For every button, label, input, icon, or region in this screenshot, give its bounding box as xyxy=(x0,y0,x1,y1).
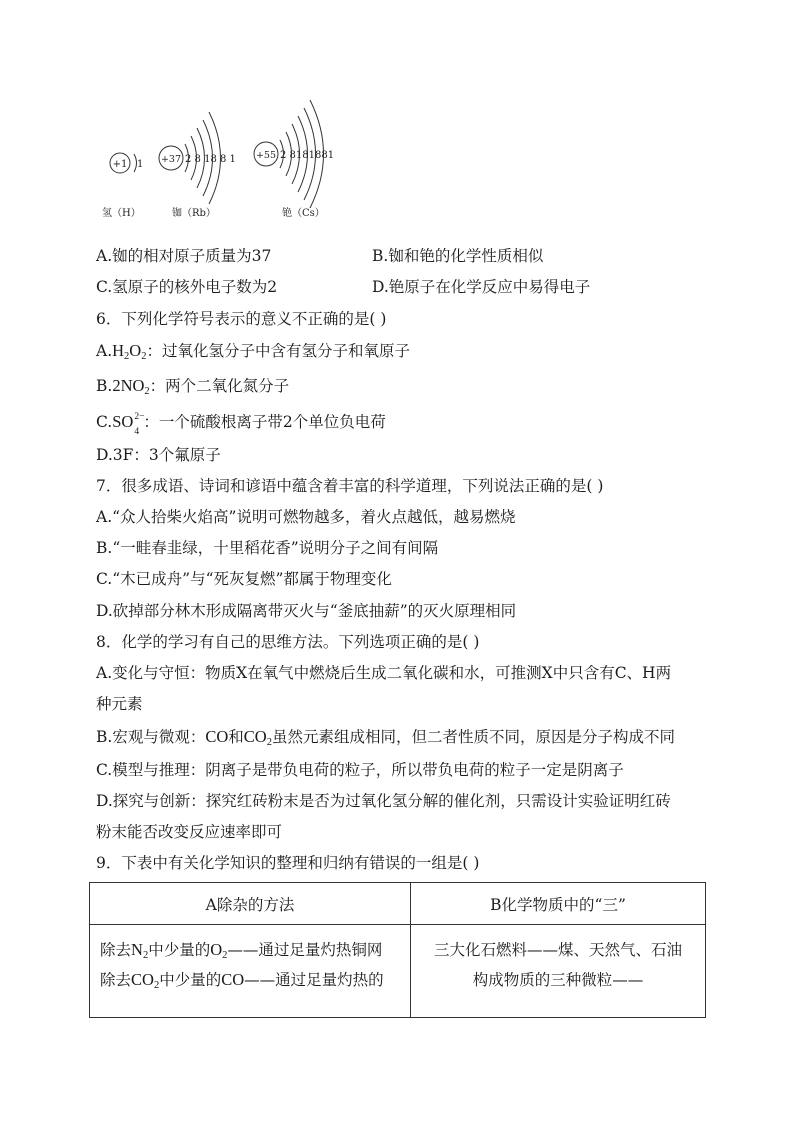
hydrogen-nucleus-label: +1 xyxy=(112,159,128,170)
formula-co-table: CO xyxy=(221,970,245,989)
formula-h2o2: $H_2O_2$ xyxy=(112,341,147,362)
q5-option-c: C.氢原子的核外电子数为2 xyxy=(96,278,278,296)
q7-option-a: A.“众人拾柴火焰高”说明可燃物越多，着火点越低，越易燃烧 xyxy=(96,508,516,526)
q5-option-d: D.铯原子在化学反应中易得电子 xyxy=(372,278,591,296)
table-header-row xyxy=(90,883,706,925)
formula-sulfate-ion: SO 2− 4 xyxy=(112,412,145,437)
rubidium-shells-label: 2 8 18 8 1 xyxy=(185,154,236,165)
q8-option-d-line1: D.探究与创新：探究红砖粉末是否为过氧化氢分解的催化剂，只需设计实验证明红砖 xyxy=(96,792,671,810)
q8-option-d-line2: 粉末能否改变反应速率即可 xyxy=(96,823,283,841)
q6-option-c xyxy=(96,412,386,437)
q7-option-b: B.“一畦春韭绿，十里稻花香”说明分子之间有间隔 xyxy=(96,539,439,557)
cesium-nucleus-label: +55 xyxy=(255,150,277,161)
q9-table xyxy=(89,882,706,1018)
cell-a-line2: 除去$CO_2$中少量的CO——通过足量灼热的 xyxy=(100,970,384,991)
formula-co: CO xyxy=(205,727,229,746)
q6-option-a xyxy=(96,341,410,361)
hydrogen-caption: 氢（H） xyxy=(102,208,141,219)
formula-o2: $O_2$ xyxy=(210,940,228,961)
q7-option-d: D.砍掉部分林木形成隔离带灭火与“釜底抽薪”的灭火原理相同 xyxy=(96,602,517,620)
cell-b-line1: 三大化石燃料——煤、天然气、石油 xyxy=(433,941,682,959)
q8-option-c: C.模型与推理：阴离子是带负电荷的粒子，所以带负电荷的粒子一定是阴离子 xyxy=(96,761,624,779)
cell-b-content xyxy=(411,925,706,1018)
header-cell-b: B化学物质中的“三” xyxy=(411,883,706,925)
rubidium-caption: 铷（Rb） xyxy=(172,208,216,219)
q6-stem: 6．下列化学符号表示的意义不正确的是( ) xyxy=(96,310,387,328)
q6-b-text: ：两个二氧化氮分子 xyxy=(149,377,290,395)
q6-c-text: ：一个硫酸根离子带2个单位负电荷 xyxy=(143,413,386,431)
q6-a-prefix: A. xyxy=(96,342,113,360)
cesium-caption: 铯（Cs） xyxy=(282,208,325,219)
q6-a-text: ：过氧化氢分子中含有氢分子和氧原子 xyxy=(146,342,410,360)
q8-option-b: B.宏观与微观：CO和$CO_2$虽然元素组成相同，但二者性质不同，原因是分子构成不同 xyxy=(96,727,675,748)
formula-2no2: $2NO_2$ xyxy=(112,376,150,397)
q6-option-d: D.3F：3个氟原子 xyxy=(96,446,221,464)
q8-option-a-line1: A.变化与守恒：物质X在氧气中燃烧后生成二氧化碳和水，可推测X中只含有C、H两 xyxy=(96,664,672,682)
formula-co2: $CO_2$ xyxy=(243,727,272,748)
cesium-atom-diagram xyxy=(254,100,334,219)
q5-option-b: B.铷和铯的化学性质相似 xyxy=(372,247,544,265)
rubidium-nucleus-label: +37 xyxy=(160,154,182,165)
rubidium-atom-diagram xyxy=(159,112,236,219)
header-cell-a: A除杂的方法 xyxy=(90,883,411,925)
cell-a-line1: 除去$N_2$中少量的$O_2——$通过足量灼热铜网 xyxy=(100,940,383,961)
formula-co2-table: $CO_2$ xyxy=(131,970,160,991)
hydrogen-atom-diagram xyxy=(102,153,143,219)
cell-b-line2: 构成物质的三种微粒—— xyxy=(472,971,644,989)
hydrogen-shells-label: 1 xyxy=(137,159,144,170)
atom-diagrams xyxy=(96,92,356,222)
q9-stem: 9．下表中有关化学知识的整理和归纳有错误的一组是( ) xyxy=(96,854,480,872)
formula-n2: $N_2$ xyxy=(131,940,149,961)
cell-a-content xyxy=(90,925,411,1018)
q7-option-c: C.“木已成舟”与“死灰复燃”都属于物理变化 xyxy=(96,570,392,588)
q6-c-prefix: C. xyxy=(96,413,113,431)
table-row xyxy=(90,925,706,1018)
q8-option-a-line2: 种元素 xyxy=(96,695,143,713)
q5-option-a: A.铷的相对原子质量为37 xyxy=(96,247,272,265)
q7-stem: 7．很多成语、诗词和谚语中蕴含着丰富的科学道理，下列说法正确的是( ) xyxy=(96,477,604,495)
atom-structure-figure xyxy=(96,92,356,222)
cesium-shells-label: 2 8181881 xyxy=(280,150,335,161)
q6-option-b xyxy=(96,376,289,396)
q8-stem: 8．化学的学习有自己的思维方法。下列选项正确的是( ) xyxy=(96,633,480,651)
q6-b-prefix: B. xyxy=(96,377,113,395)
